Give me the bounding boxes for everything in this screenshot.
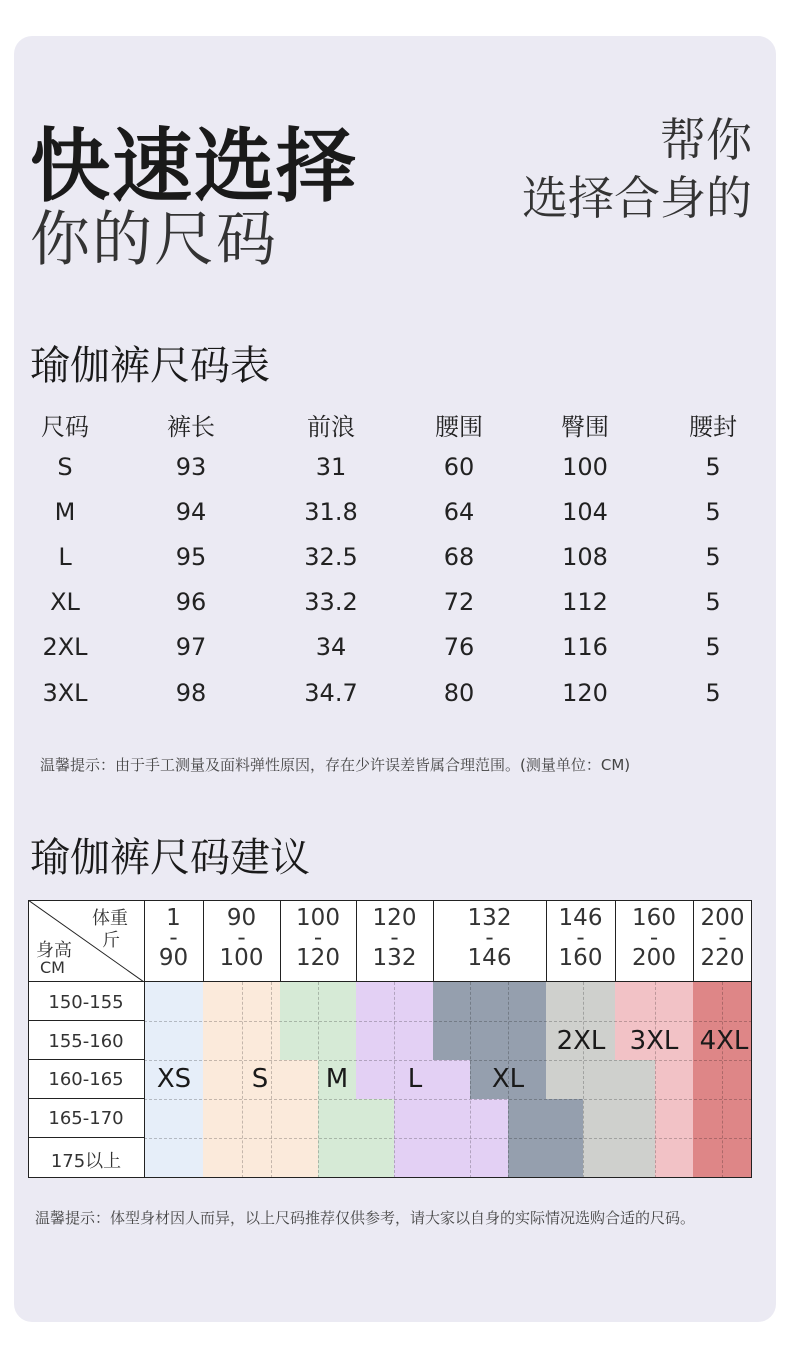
cell-hip: 120 (562, 679, 608, 707)
weight-sep: - (576, 925, 585, 951)
size-region-cell (583, 1138, 655, 1178)
size-region-cell (203, 1138, 318, 1178)
weight-sep: - (390, 925, 399, 951)
recommend-title: 瑜伽裤尺码建议 (30, 835, 310, 881)
header-length: 裤长 (167, 413, 215, 441)
hero-title: 快速选择 (30, 120, 358, 213)
corner-height-label: 身高 (36, 940, 72, 961)
header-col-divider (203, 900, 204, 982)
hero-side-line2: 选择合身的 (522, 171, 752, 225)
weight-range-6 (546, 905, 615, 971)
hero-side-line1: 帮你 (660, 113, 752, 167)
cell-hip: 104 (562, 498, 608, 526)
cell-waistband: 5 (705, 498, 721, 526)
size-region-cell (508, 1099, 583, 1138)
cell-size: L (58, 543, 72, 571)
cell-length: 94 (175, 498, 207, 526)
grid-dashed-hline (144, 1138, 752, 1139)
cell-waistband: 5 (705, 543, 721, 571)
weight-sep: - (718, 925, 727, 951)
weight-sep: - (169, 925, 178, 951)
grid-dashed-vline (470, 982, 471, 1178)
size-label-4xl: 4XL (699, 1026, 749, 1056)
header-col-divider (433, 900, 434, 982)
weight-range-2 (203, 905, 280, 971)
cell-waist: 76 (443, 633, 475, 661)
weight-from: 200 (700, 905, 745, 931)
height-range-3: 160-165 (48, 1069, 124, 1090)
size-region-cell (655, 1138, 693, 1178)
weight-range-4 (356, 905, 433, 971)
header-waistband: 腰封 (689, 413, 737, 441)
cell-rise: 31.8 (304, 498, 358, 526)
cell-waist: 60 (443, 453, 475, 481)
header-col-divider (693, 900, 694, 982)
weight-range-8 (693, 905, 752, 971)
weight-sep: - (485, 925, 494, 951)
weight-to: 146 (467, 945, 512, 971)
cell-waistband: 5 (705, 588, 721, 616)
grid-dashed-vline (394, 982, 395, 1178)
weight-from: 90 (226, 905, 257, 931)
size-label-m: M (325, 1064, 349, 1094)
height-range-1: 150-155 (48, 992, 124, 1013)
table-row (0, 588, 790, 633)
grid-border-top (28, 900, 752, 901)
size-region-cell (394, 1138, 508, 1178)
size-region-cell (144, 1099, 203, 1138)
size-region-cell (655, 1099, 693, 1138)
size-region-cell (280, 1060, 318, 1099)
header-col-divider (615, 900, 616, 982)
cell-length: 97 (175, 633, 207, 661)
grid-dashed-vline (722, 982, 723, 1178)
cell-length: 96 (175, 588, 207, 616)
cell-waistband: 5 (705, 633, 721, 661)
weight-to: 90 (158, 945, 189, 971)
size-label-xs: XS (156, 1064, 192, 1094)
height-row-divider (28, 1137, 145, 1138)
cell-size: 2XL (42, 633, 88, 661)
size-region-cell (394, 1099, 508, 1138)
cell-rise: 34 (315, 633, 347, 661)
size-region-cell (508, 1138, 583, 1178)
cell-length: 93 (175, 453, 207, 481)
cell-waist: 72 (443, 588, 475, 616)
table-row (0, 498, 790, 543)
weight-range-5 (433, 905, 546, 971)
grid-dashed-hline (144, 1021, 752, 1022)
table-row (0, 543, 790, 588)
size-region-cell (318, 1138, 394, 1178)
grid-header-divider (28, 981, 752, 982)
cell-size: 3XL (42, 679, 88, 707)
hero-subtitle: 你的尺码 (30, 205, 278, 275)
table-row (0, 679, 790, 724)
weight-sep: - (237, 925, 246, 951)
cell-rise: 32.5 (304, 543, 358, 571)
weight-to: 160 (558, 945, 603, 971)
cell-hip: 116 (562, 633, 608, 661)
corner-weight-unit: 斤 (102, 930, 120, 951)
size-region-cell (144, 1138, 203, 1178)
weight-range-3 (280, 905, 356, 971)
grid-border-bottom (28, 1177, 752, 1178)
cell-rise: 34.7 (304, 679, 358, 707)
recommend-note: 温馨提示：体型身材因人而异，以上尺码推荐仅供参考，请大家以自身的实际情况选购合适的尺码。 (35, 1209, 696, 1227)
weight-to: 220 (700, 945, 745, 971)
weight-to: 132 (372, 945, 417, 971)
grid-dashed-vline (271, 982, 272, 1178)
weight-range-7 (615, 905, 693, 971)
cell-waist: 64 (443, 498, 475, 526)
corner-weight-label: 体重 (92, 908, 128, 929)
header-hip: 臀围 (561, 413, 609, 441)
table-row (0, 453, 790, 498)
weight-range-1 (144, 905, 203, 971)
corner-height-unit: CM (40, 958, 65, 977)
cell-size: S (57, 453, 73, 481)
height-row-divider (28, 1020, 145, 1021)
cell-waistband: 5 (705, 453, 721, 481)
header-waist: 腰围 (435, 413, 483, 441)
grid-dashed-vline (242, 982, 243, 1178)
size-chart-title: 瑜伽裤尺码表 (30, 343, 270, 389)
height-range-5: 175以上 (50, 1151, 122, 1172)
size-region-cell (144, 982, 203, 1021)
size-region-cell (546, 1060, 655, 1099)
header-col-divider (280, 900, 281, 982)
size-region-cell (144, 1021, 203, 1060)
size-region-cell (583, 1099, 655, 1138)
weight-from: 1 (166, 905, 181, 931)
weight-from: 146 (558, 905, 603, 931)
weight-to: 120 (296, 945, 340, 971)
cell-waistband: 5 (705, 679, 721, 707)
weight-from: 132 (467, 905, 512, 931)
cell-size: M (54, 498, 76, 526)
cell-length: 95 (175, 543, 207, 571)
weight-sep: - (313, 925, 323, 951)
height-row-divider (28, 1059, 145, 1060)
size-chart-note: 温馨提示：由于手工测量及面料弹性原因，存在少许误差皆属合理范围。(测量单位：CM) (40, 756, 631, 774)
height-range-4: 165-170 (48, 1108, 124, 1129)
size-region-cell (615, 982, 693, 1021)
header-col-divider (356, 900, 357, 982)
grid-dashed-hline (144, 1099, 752, 1100)
weight-from: 160 (632, 905, 676, 931)
cell-rise: 33.2 (304, 588, 358, 616)
size-label-l: L (407, 1064, 423, 1094)
header-size: 尺码 (41, 413, 89, 441)
cell-hip: 112 (562, 588, 608, 616)
grid-dashed-hline (144, 1060, 752, 1061)
weight-to: 100 (219, 945, 264, 971)
size-region-cell (655, 1060, 693, 1099)
size-label-3xl: 3XL (629, 1026, 679, 1056)
table-row (0, 633, 790, 678)
grid-border-right (751, 900, 752, 1178)
weight-from: 100 (296, 905, 340, 931)
weight-from: 120 (372, 905, 417, 931)
header-rise: 前浪 (307, 413, 355, 441)
grid-dashed-vline (655, 982, 656, 1178)
size-region-cell (433, 1060, 470, 1099)
header-col-divider (546, 900, 547, 982)
cell-rise: 31 (315, 453, 347, 481)
size-recommendation-grid (28, 900, 752, 1178)
grid-dashed-vline (583, 982, 584, 1178)
size-region-cell (433, 982, 546, 1021)
weight-to: 200 (632, 945, 676, 971)
cell-hip: 100 (562, 453, 608, 481)
size-chart-header-row (0, 407, 790, 452)
size-label-xl: XL (491, 1064, 525, 1094)
cell-hip: 108 (562, 543, 608, 571)
size-region-cell (546, 982, 615, 1021)
height-range-2: 155-160 (48, 1031, 124, 1052)
size-region-cell (203, 1099, 318, 1138)
grid-dashed-vline (318, 982, 319, 1178)
cell-size: XL (50, 588, 80, 616)
size-region-cell (433, 1021, 546, 1060)
size-label-s: S (251, 1064, 269, 1094)
cell-length: 98 (175, 679, 207, 707)
size-label-2xl: 2XL (556, 1026, 606, 1056)
height-row-divider (28, 1098, 145, 1099)
weight-sep: - (649, 925, 659, 951)
size-region-cell (318, 1099, 394, 1138)
cell-waist: 68 (443, 543, 475, 571)
cell-waist: 80 (443, 679, 475, 707)
